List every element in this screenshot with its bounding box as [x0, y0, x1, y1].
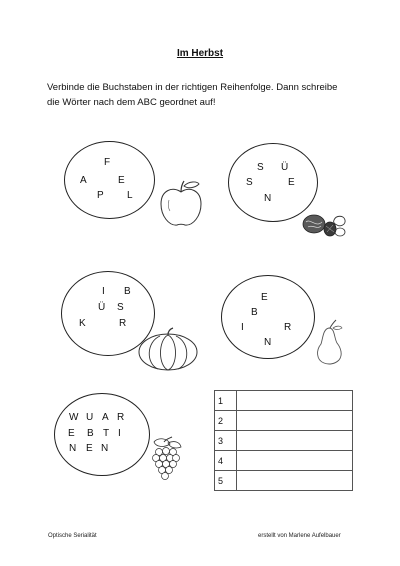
- circle-5-letter[interactable]: E: [86, 443, 93, 454]
- answer-row-number: 5: [215, 471, 237, 491]
- answer-row: [215, 391, 353, 411]
- circle-4-letter[interactable]: B: [251, 307, 258, 318]
- circle-1-letter[interactable]: P: [97, 190, 104, 201]
- circle-2-letter[interactable]: S: [257, 162, 264, 173]
- answer-row: [215, 411, 353, 431]
- circle-5-letter[interactable]: N: [69, 443, 77, 454]
- circle-3-letter[interactable]: K: [79, 318, 86, 329]
- footer-left: Optische Serialität: [48, 533, 97, 539]
- apple-drawing: [157, 178, 205, 230]
- circle-1-letter[interactable]: L: [127, 190, 133, 201]
- answer-row: [215, 471, 353, 491]
- answer-row-number: 4: [215, 451, 237, 471]
- circle-5-letter[interactable]: B: [87, 428, 94, 439]
- circle-2-letter[interactable]: E: [288, 177, 295, 188]
- circle-3-letter[interactable]: B: [124, 286, 131, 297]
- pear-drawing: [314, 318, 344, 366]
- circle-5-letter[interactable]: R: [117, 412, 125, 423]
- circle-4-letter[interactable]: R: [284, 322, 292, 333]
- circle-4-letter[interactable]: N: [264, 337, 272, 348]
- answer-table: [214, 390, 353, 491]
- circle-3-letter[interactable]: R: [119, 318, 127, 329]
- nuts-drawing: [300, 208, 348, 240]
- circle-2-letter[interactable]: S: [246, 177, 253, 188]
- answer-row: [215, 451, 353, 471]
- circle-5-letter[interactable]: T: [103, 428, 110, 439]
- answer-row: [215, 431, 353, 451]
- letter-circle-1: [64, 141, 155, 219]
- circle-3-letter[interactable]: I: [102, 286, 105, 297]
- answer-field[interactable]: [237, 431, 353, 451]
- circle-3-letter[interactable]: Ü: [98, 302, 106, 313]
- pumpkin-drawing: [136, 326, 200, 372]
- footer-right: erstellt von Marlene Aufelbauer: [258, 533, 341, 539]
- circle-1-letter[interactable]: E: [118, 175, 125, 186]
- circle-1-letter[interactable]: A: [80, 175, 87, 186]
- circle-5-letter[interactable]: N: [101, 443, 109, 454]
- page-title: Im Herbst: [176, 48, 224, 59]
- answer-row-number: 2: [215, 411, 237, 431]
- answer-field[interactable]: [237, 391, 353, 411]
- answer-field[interactable]: [237, 451, 353, 471]
- instruction-line-1: Verbinde die Buchstaben in der richtigen Reihenfolge. Dann schreibe: [47, 82, 338, 93]
- circle-2-letter[interactable]: Ü: [281, 162, 289, 173]
- circle-5-letter[interactable]: E: [68, 428, 75, 439]
- instruction-line-2: die Wörter nach dem ABC geordnet auf!: [47, 97, 216, 108]
- circle-1-letter[interactable]: F: [104, 157, 111, 168]
- circle-2-letter[interactable]: N: [264, 193, 272, 204]
- circle-5-letter[interactable]: I: [118, 428, 121, 439]
- circle-3-letter[interactable]: S: [117, 302, 124, 313]
- circle-5-letter[interactable]: U: [86, 412, 94, 423]
- answer-field[interactable]: [237, 411, 353, 431]
- answer-row-number: 1: [215, 391, 237, 411]
- circle-4-letter[interactable]: I: [241, 322, 244, 333]
- circle-5-letter[interactable]: A: [102, 412, 109, 423]
- circle-4-letter[interactable]: E: [261, 292, 268, 303]
- answer-field[interactable]: [237, 471, 353, 491]
- circle-5-letter[interactable]: W: [69, 412, 79, 423]
- instructions: [47, 80, 377, 110]
- answer-row-number: 3: [215, 431, 237, 451]
- grapes-drawing: [146, 436, 186, 484]
